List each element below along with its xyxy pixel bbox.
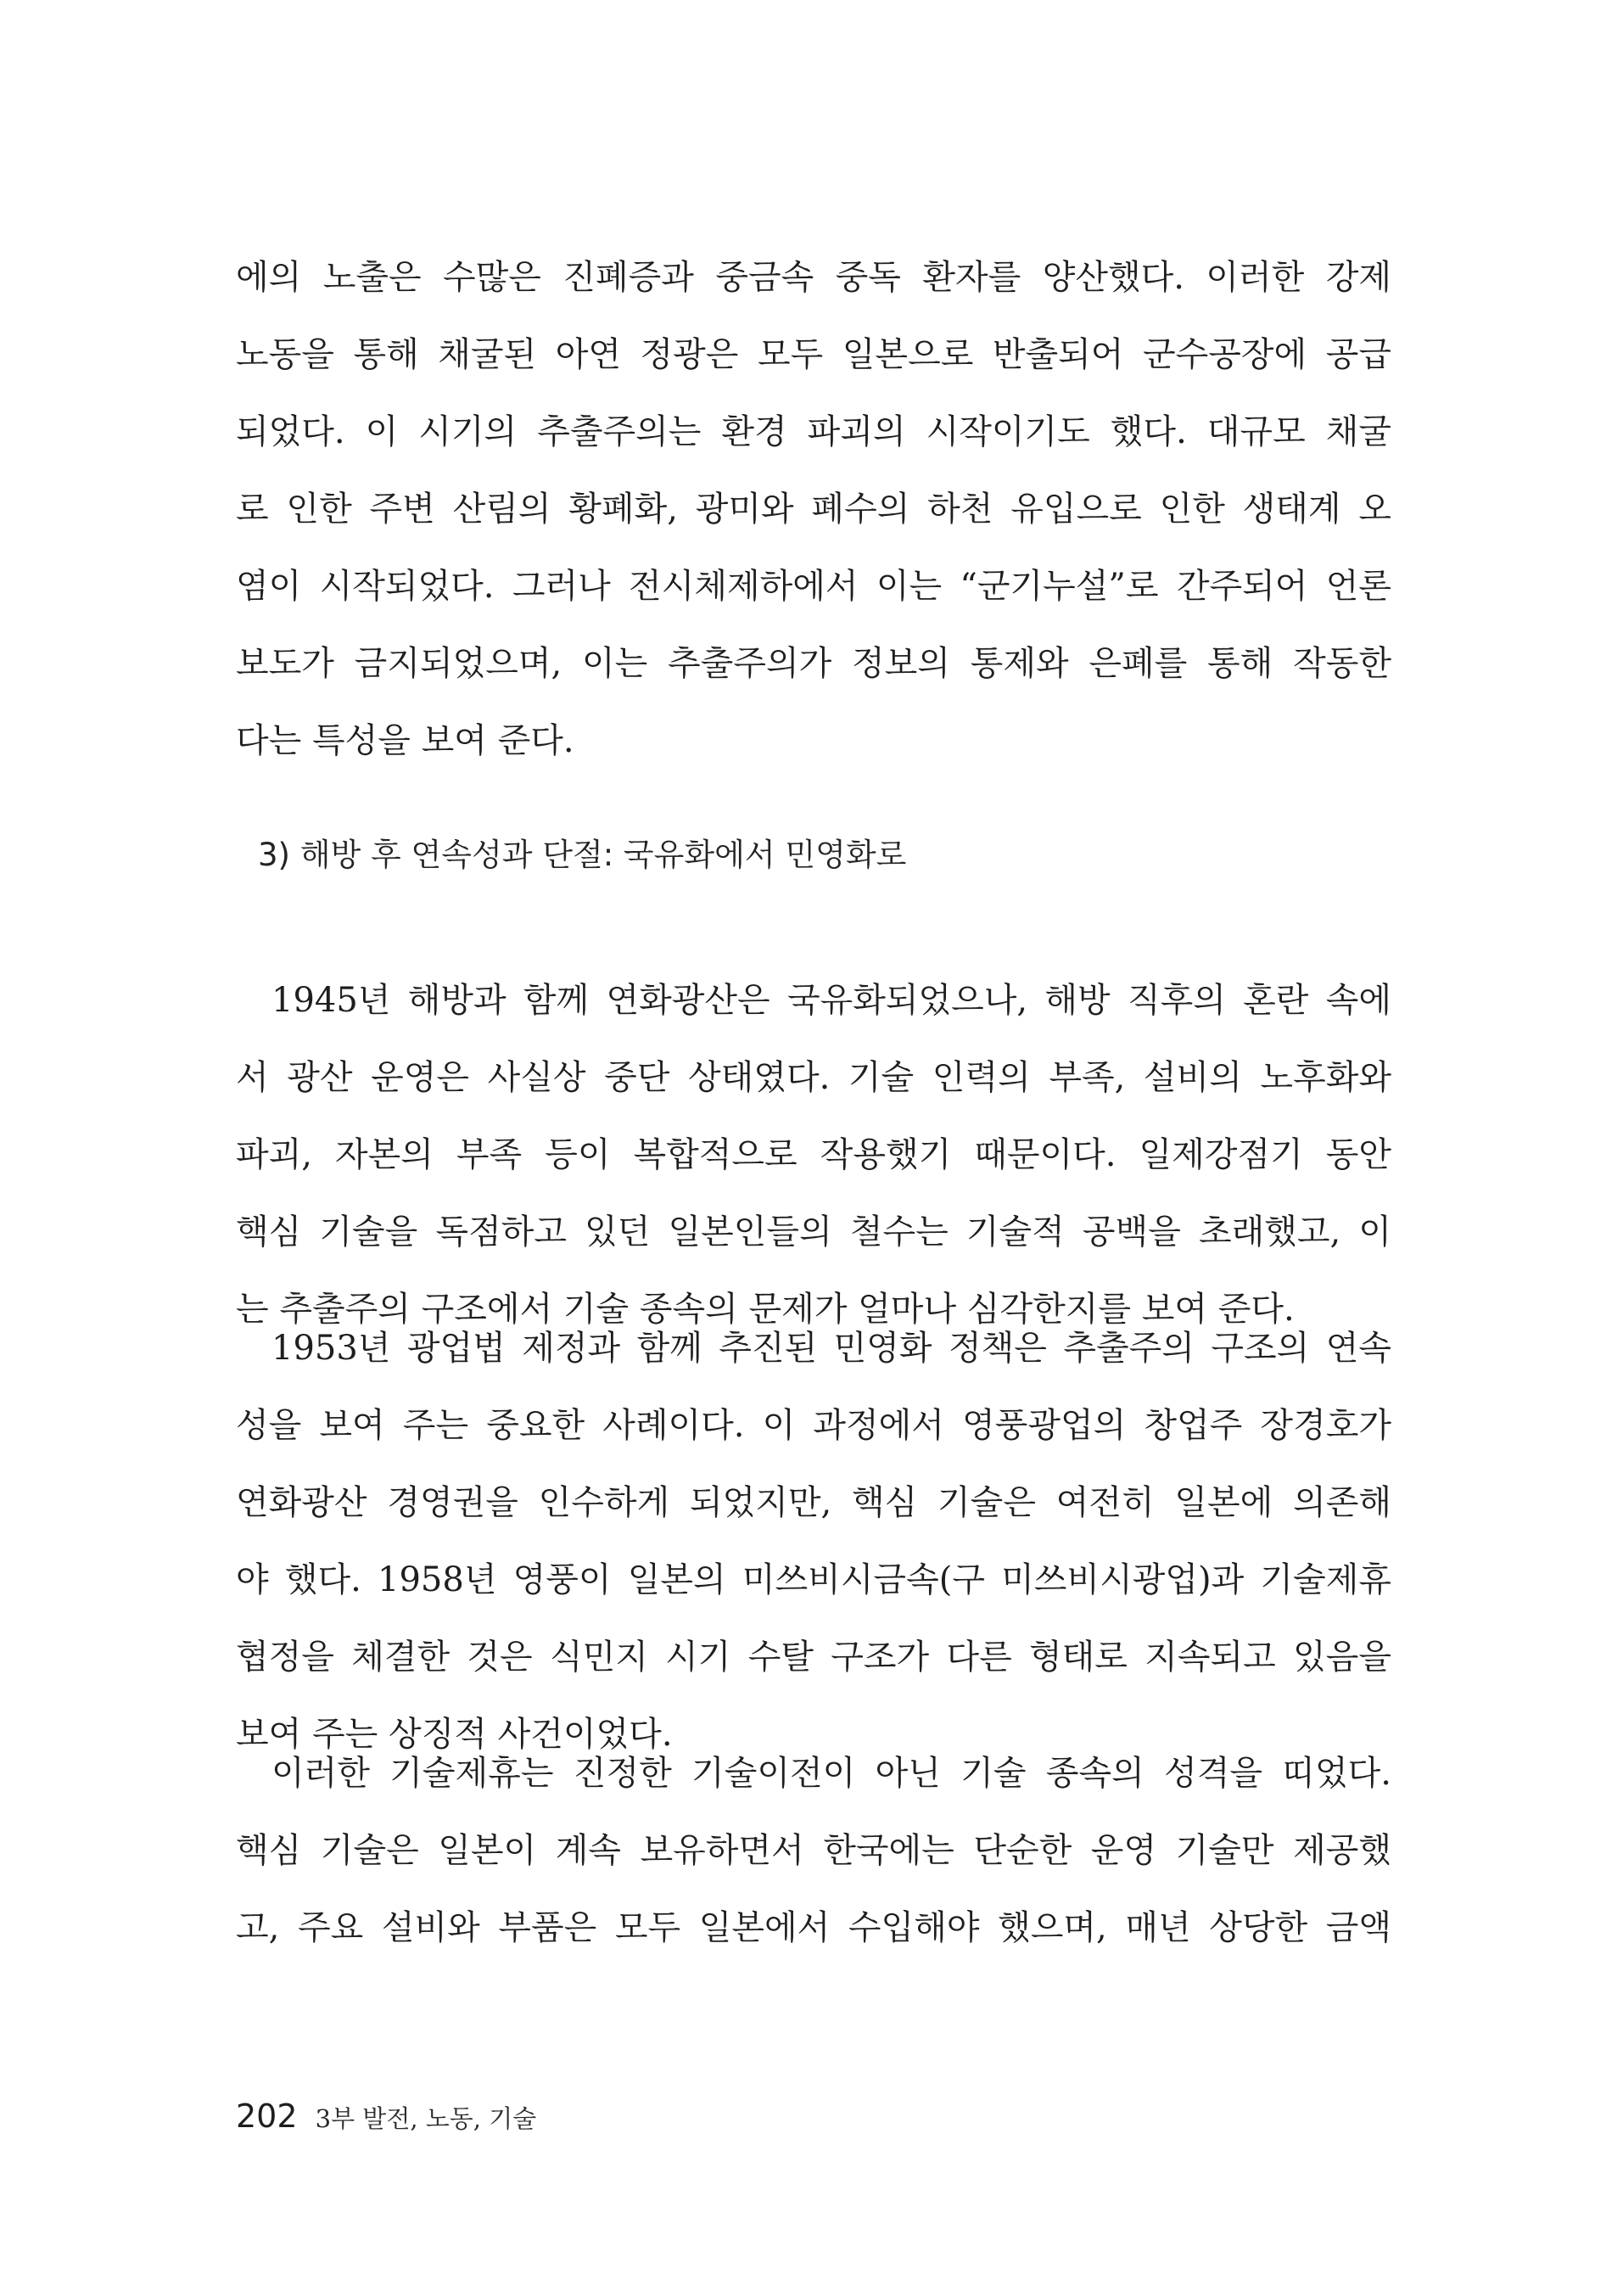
body-paragraph-2 (236, 962, 1391, 1348)
text-line: 핵심 기술을 독점하고 있던 일본인들의 철수는 기술적 공백을 초래했고, 이 (236, 1212, 1391, 1252)
body-paragraph-1 (236, 239, 1391, 780)
text-line: 1945년 해방과 함께 연화광산은 국유화되었으나, 해방 직후의 혼란 속에 (271, 981, 1391, 1020)
text-line: 다는 특성을 보여 준다. (236, 721, 574, 760)
text-line: 핵심 기술은 일본이 계속 보유하면서 한국에는 단순한 운영 기술만 제공했 (236, 1831, 1391, 1870)
body-paragraph-3 (236, 1310, 1391, 1773)
text-line: 연화광산 경영권을 인수하게 되었지만, 핵심 기술은 여전히 일본에 의존해 (236, 1483, 1391, 1522)
text-line: 는 추출주의 구조에서 기술 종속의 문제가 얼마나 심각한지를 보여 준다. (236, 1290, 1295, 1329)
text-line: 이러한 기술제휴는 진정한 기술이전이 아닌 기술 종속의 성격을 띠었다. (271, 1754, 1391, 1793)
text-line: 되었다. 이 시기의 추출주의는 환경 파괴의 시작이기도 했다. 대규모 채굴 (236, 412, 1391, 451)
body-paragraph-4 (236, 1735, 1391, 1967)
text-line: 성을 보여 주는 중요한 사례이다. 이 과정에서 영풍광업의 창업주 장경호가 (236, 1406, 1391, 1445)
text-line: 로 인한 주변 산림의 황폐화, 광미와 폐수의 하천 유입으로 인한 생태계 오 (236, 490, 1391, 529)
text-line: 1953년 광업법 제정과 함께 추진된 민영화 정책은 추출주의 구조의 연속 (271, 1329, 1391, 1368)
text-line: 파괴, 자본의 부족 등이 복합적으로 작용했기 때문이다. 일제강점기 동안 (236, 1135, 1391, 1174)
text-line: 노동을 통해 채굴된 아연 정광은 모두 일본으로 반출되어 군수공장에 공급 (236, 335, 1391, 374)
page-number: 202 (236, 2097, 298, 2135)
text-line: 에의 노출은 수많은 진폐증과 중금속 중독 환자를 양산했다. 이러한 강제 (236, 258, 1391, 297)
running-title: 3부 발전, 노동, 기술 (315, 2104, 537, 2133)
text-line: 협정을 체결한 것은 식민지 시기 수탈 구조가 다른 형태로 지속되고 있음을 (236, 1638, 1391, 1677)
text-line: 서 광산 운영은 사실상 중단 상태였다. 기술 인력의 부족, 설비의 노후화와 (236, 1058, 1391, 1097)
text-line: 보도가 금지되었으며, 이는 추출주의가 정보의 통제와 은폐를 통해 작동한 (236, 644, 1391, 683)
text-line: 보여 주는 상징적 사건이었다. (236, 1715, 673, 1754)
text-line: 고, 주요 설비와 부품은 모두 일본에서 수입해야 했으며, 매년 상당한 금액 (236, 1908, 1391, 1947)
text-line: 야 했다. 1958년 영풍이 일본의 미쓰비시금속(구 미쓰비시광업)과 기술제휴 (236, 1560, 1391, 1599)
text-line: 염이 시작되었다. 그러나 전시체제하에서 이는 “군기누설”로 간주되어 언론 (236, 567, 1391, 606)
section-heading: 3) 해방 후 연속성과 단절: 국유화에서 민영화로 (258, 837, 907, 873)
page-footer (236, 2095, 536, 2137)
